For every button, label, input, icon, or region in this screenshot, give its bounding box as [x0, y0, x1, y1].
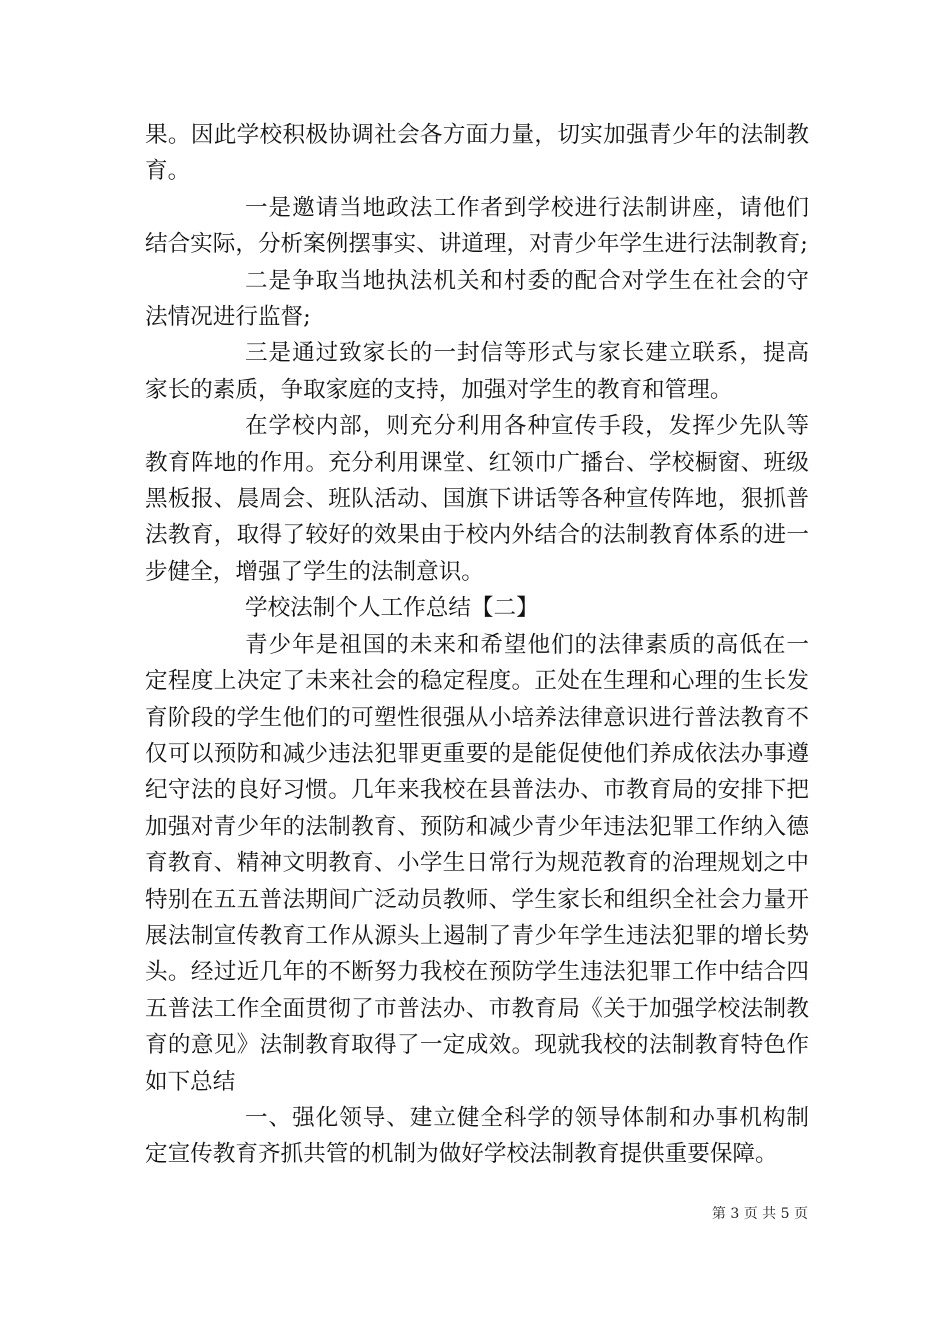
paragraph-4: 三是通过致家长的一封信等形式与家长建立联系，提高家长的素质，争取家庭的支持，加强对学生的教育和管理。	[145, 340, 809, 403]
paragraph-6: 青少年是祖国的未来和希望他们的法律素质的高低在一定程度上决定了未来社会的稳定程度。正处在生理和心理的生长发育阶段的学生他们的可塑性很强从小培养法律意识进行普法教育不仅可以预防和减少违法犯罪更重要的是能促使他们养成依法办事遵纪守法的良好习惯。几年来我校在县普法办、市教育局的安排下把加强对青少年的法制教育、预防和减少青少年违法犯罪工作纳入德育教育、精神文明教育、小学生日常行为规范教育的治理规划之中特别在五五普法期间广泛动员教师、学生家长和组织全社会力量开展法制宣传教育工作从源头上遏制了青少年学生违法犯罪的增长势头。经过近几年的不断努力我校在预防学生违法犯罪工作中结合四五普法工作全面贯彻了市普法办、市教育局《关于加强学校法制教育的意见》法制教育取得了一定成效。现就我校的法制教育特色作如下总结	[145, 631, 809, 1095]
paragraph-7: 一、强化领导、建立健全科学的领导体制和办事机构制定宣传教育齐抓共管的机制为做好学校法制教育提供重要保障。	[145, 1104, 809, 1168]
section-heading: 学校法制个人工作总结【二】	[245, 595, 539, 622]
page-number-footer: 第 3 页 共 5 页	[711, 1206, 808, 1222]
body-text	[145, 117, 809, 1173]
paragraph-5: 在学校内部，则充分利用各种宣传手段，发挥少先队等教育阵地的作用。充分利用课堂、红领巾广播台、学校橱窗、班级黑板报、晨周会、班队活动、国旗下讲话等各种宣传阵地，狠抓普法教育，取得了较好的效果由于校内外结合的法制教育体系的进一步健全，增强了学生的法制意识。	[145, 413, 809, 585]
paragraph-1: 果。因此学校积极协调社会各方面力量，切实加强青少年的法制教育。	[145, 122, 809, 185]
paragraph-3: 二是争取当地执法机关和村委的配合对学生在社会的守法情况进行监督;	[145, 267, 809, 331]
paragraph-2: 一是邀请当地政法工作者到学校进行法制讲座，请他们结合实际，分析案例摆事实、讲道理，对青少年学生进行法制教育;	[145, 194, 809, 258]
